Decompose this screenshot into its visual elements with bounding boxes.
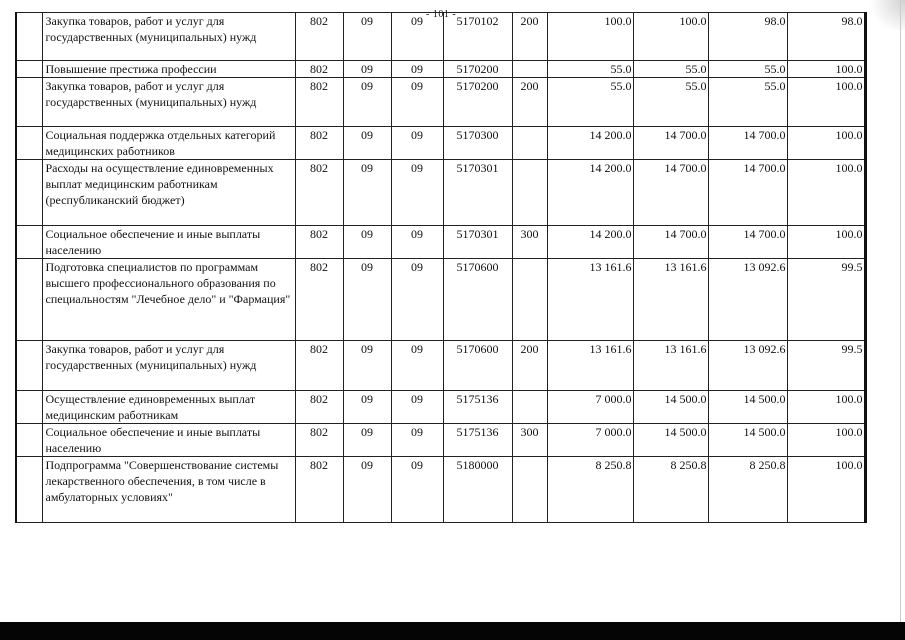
row-ministry-code: 802	[295, 341, 343, 391]
table-row	[16, 391, 865, 424]
row-section-code: 09	[343, 424, 391, 457]
row-ministry-code: 802	[295, 457, 343, 523]
row-name: Закупка товаров, работ и услуг для государственных (муниципальных) нужд	[42, 341, 295, 391]
row-executed: 14 700.0	[708, 160, 787, 226]
row-refined: 13 161.6	[633, 341, 708, 391]
row-subsection-code: 09	[391, 13, 443, 61]
row-target-code: 5170102	[443, 13, 512, 61]
row-name: Закупка товаров, работ и услуг для государственных (муниципальных) нужд	[42, 13, 295, 61]
row-plan: 14 200.0	[547, 160, 633, 226]
row-plan: 55.0	[547, 61, 633, 78]
row-subsection-code: 09	[391, 341, 443, 391]
row-executed: 14 700.0	[708, 226, 787, 259]
row-refined: 55.0	[633, 61, 708, 78]
row-refined: 55.0	[633, 78, 708, 127]
scan-bottom-edge	[0, 622, 905, 640]
row-percent: 100.0	[787, 457, 865, 523]
row-expense-type	[512, 259, 547, 341]
row-gutter	[16, 341, 42, 391]
row-plan: 7 000.0	[547, 391, 633, 424]
table-row	[16, 13, 865, 61]
row-name: Подготовка специалистов по программам высшего профессионального образования по специальностям "Лечебное дело" и "Фармация"	[42, 259, 295, 341]
table-row	[16, 160, 865, 226]
row-name: Расходы на осуществление единовременных выплат медицинским работникам (республиканский бюджет)	[42, 160, 295, 226]
row-plan: 100.0	[547, 13, 633, 61]
row-expense-type: 200	[512, 78, 547, 127]
row-executed: 55.0	[708, 61, 787, 78]
row-executed: 13 092.6	[708, 341, 787, 391]
scan-shadow	[865, 0, 905, 30]
table-row	[16, 78, 865, 127]
row-section-code: 09	[343, 160, 391, 226]
row-expense-type: 200	[512, 341, 547, 391]
row-section-code: 09	[343, 391, 391, 424]
row-ministry-code: 802	[295, 259, 343, 341]
row-percent: 100.0	[787, 391, 865, 424]
row-plan: 8 250.8	[547, 457, 633, 523]
row-subsection-code: 09	[391, 160, 443, 226]
row-gutter	[16, 160, 42, 226]
row-refined: 100.0	[633, 13, 708, 61]
budget-table	[15, 12, 867, 523]
row-name: Подпрограмма "Совершенствование системы лекарственного обеспечения, в том числе в амбулаторных условиях"	[42, 457, 295, 523]
row-executed: 14 500.0	[708, 424, 787, 457]
row-expense-type: 300	[512, 424, 547, 457]
table-body	[16, 13, 865, 523]
table-row	[16, 424, 865, 457]
row-name: Социальная поддержка отдельных категорий медицинских работников	[42, 127, 295, 160]
row-subsection-code: 09	[391, 391, 443, 424]
row-percent: 100.0	[787, 61, 865, 78]
row-subsection-code: 09	[391, 457, 443, 523]
row-gutter	[16, 457, 42, 523]
row-gutter	[16, 259, 42, 341]
row-subsection-code: 09	[391, 127, 443, 160]
row-subsection-code: 09	[391, 78, 443, 127]
row-plan: 7 000.0	[547, 424, 633, 457]
row-expense-type: 300	[512, 226, 547, 259]
row-ministry-code: 802	[295, 391, 343, 424]
row-expense-type	[512, 160, 547, 226]
row-target-code: 5170301	[443, 160, 512, 226]
row-ministry-code: 802	[295, 424, 343, 457]
row-percent: 100.0	[787, 226, 865, 259]
row-plan: 14 200.0	[547, 226, 633, 259]
row-percent: 100.0	[787, 127, 865, 160]
row-section-code: 09	[343, 127, 391, 160]
table-row	[16, 61, 865, 78]
row-target-code: 5170200	[443, 61, 512, 78]
row-percent: 99.5	[787, 341, 865, 391]
row-ministry-code: 802	[295, 61, 343, 78]
row-ministry-code: 802	[295, 13, 343, 61]
row-refined: 14 700.0	[633, 160, 708, 226]
row-percent: 100.0	[787, 160, 865, 226]
table-row	[16, 127, 865, 160]
table-row	[16, 341, 865, 391]
row-section-code: 09	[343, 226, 391, 259]
row-target-code: 5175136	[443, 424, 512, 457]
row-gutter	[16, 61, 42, 78]
row-executed: 8 250.8	[708, 457, 787, 523]
row-subsection-code: 09	[391, 424, 443, 457]
row-name: Социальное обеспечение и иные выплаты населению	[42, 226, 295, 259]
row-section-code: 09	[343, 61, 391, 78]
row-refined: 14 700.0	[633, 127, 708, 160]
row-ministry-code: 802	[295, 78, 343, 127]
row-refined: 13 161.6	[633, 259, 708, 341]
row-name: Закупка товаров, работ и услуг для государственных (муниципальных) нужд	[42, 78, 295, 127]
row-section-code: 09	[343, 13, 391, 61]
row-executed: 13 092.6	[708, 259, 787, 341]
row-target-code: 5170301	[443, 226, 512, 259]
row-target-code: 5180000	[443, 457, 512, 523]
row-target-code: 5170200	[443, 78, 512, 127]
row-name: Осуществление единовременных выплат медицинским работникам	[42, 391, 295, 424]
row-executed: 55.0	[708, 78, 787, 127]
row-refined: 14 500.0	[633, 424, 708, 457]
row-subsection-code: 09	[391, 226, 443, 259]
row-gutter	[16, 78, 42, 127]
row-gutter	[16, 424, 42, 457]
row-section-code: 09	[343, 457, 391, 523]
row-section-code: 09	[343, 259, 391, 341]
row-name: Повышение престижа профессии	[42, 61, 295, 78]
row-percent: 100.0	[787, 424, 865, 457]
row-gutter	[16, 13, 42, 61]
row-subsection-code: 09	[391, 61, 443, 78]
row-plan: 13 161.6	[547, 259, 633, 341]
row-expense-type	[512, 457, 547, 523]
row-plan: 14 200.0	[547, 127, 633, 160]
page-number: - 101 -	[426, 9, 457, 20]
row-ministry-code: 802	[295, 160, 343, 226]
row-plan: 13 161.6	[547, 341, 633, 391]
row-expense-type	[512, 127, 547, 160]
row-executed: 98.0	[708, 13, 787, 61]
row-percent: 98.0	[787, 13, 865, 61]
table-row	[16, 457, 865, 523]
row-refined: 8 250.8	[633, 457, 708, 523]
row-target-code: 5170600	[443, 341, 512, 391]
row-refined: 14 500.0	[633, 391, 708, 424]
row-target-code: 5175136	[443, 391, 512, 424]
row-executed: 14 700.0	[708, 127, 787, 160]
row-subsection-code: 09	[391, 259, 443, 341]
row-gutter	[16, 127, 42, 160]
table-row	[16, 226, 865, 259]
row-refined: 14 700.0	[633, 226, 708, 259]
row-gutter	[16, 226, 42, 259]
row-name: Социальное обеспечение и иные выплаты населению	[42, 424, 295, 457]
row-section-code: 09	[343, 78, 391, 127]
row-section-code: 09	[343, 341, 391, 391]
row-plan: 55.0	[547, 78, 633, 127]
row-executed: 14 500.0	[708, 391, 787, 424]
row-gutter	[16, 391, 42, 424]
row-percent: 100.0	[787, 78, 865, 127]
row-target-code: 5170300	[443, 127, 512, 160]
table-row	[16, 259, 865, 341]
row-expense-type	[512, 61, 547, 78]
row-ministry-code: 802	[295, 127, 343, 160]
page-edge	[900, 0, 901, 622]
row-target-code: 5170600	[443, 259, 512, 341]
row-expense-type	[512, 391, 547, 424]
row-percent: 99.5	[787, 259, 865, 341]
row-expense-type: 200	[512, 13, 547, 61]
row-ministry-code: 802	[295, 226, 343, 259]
